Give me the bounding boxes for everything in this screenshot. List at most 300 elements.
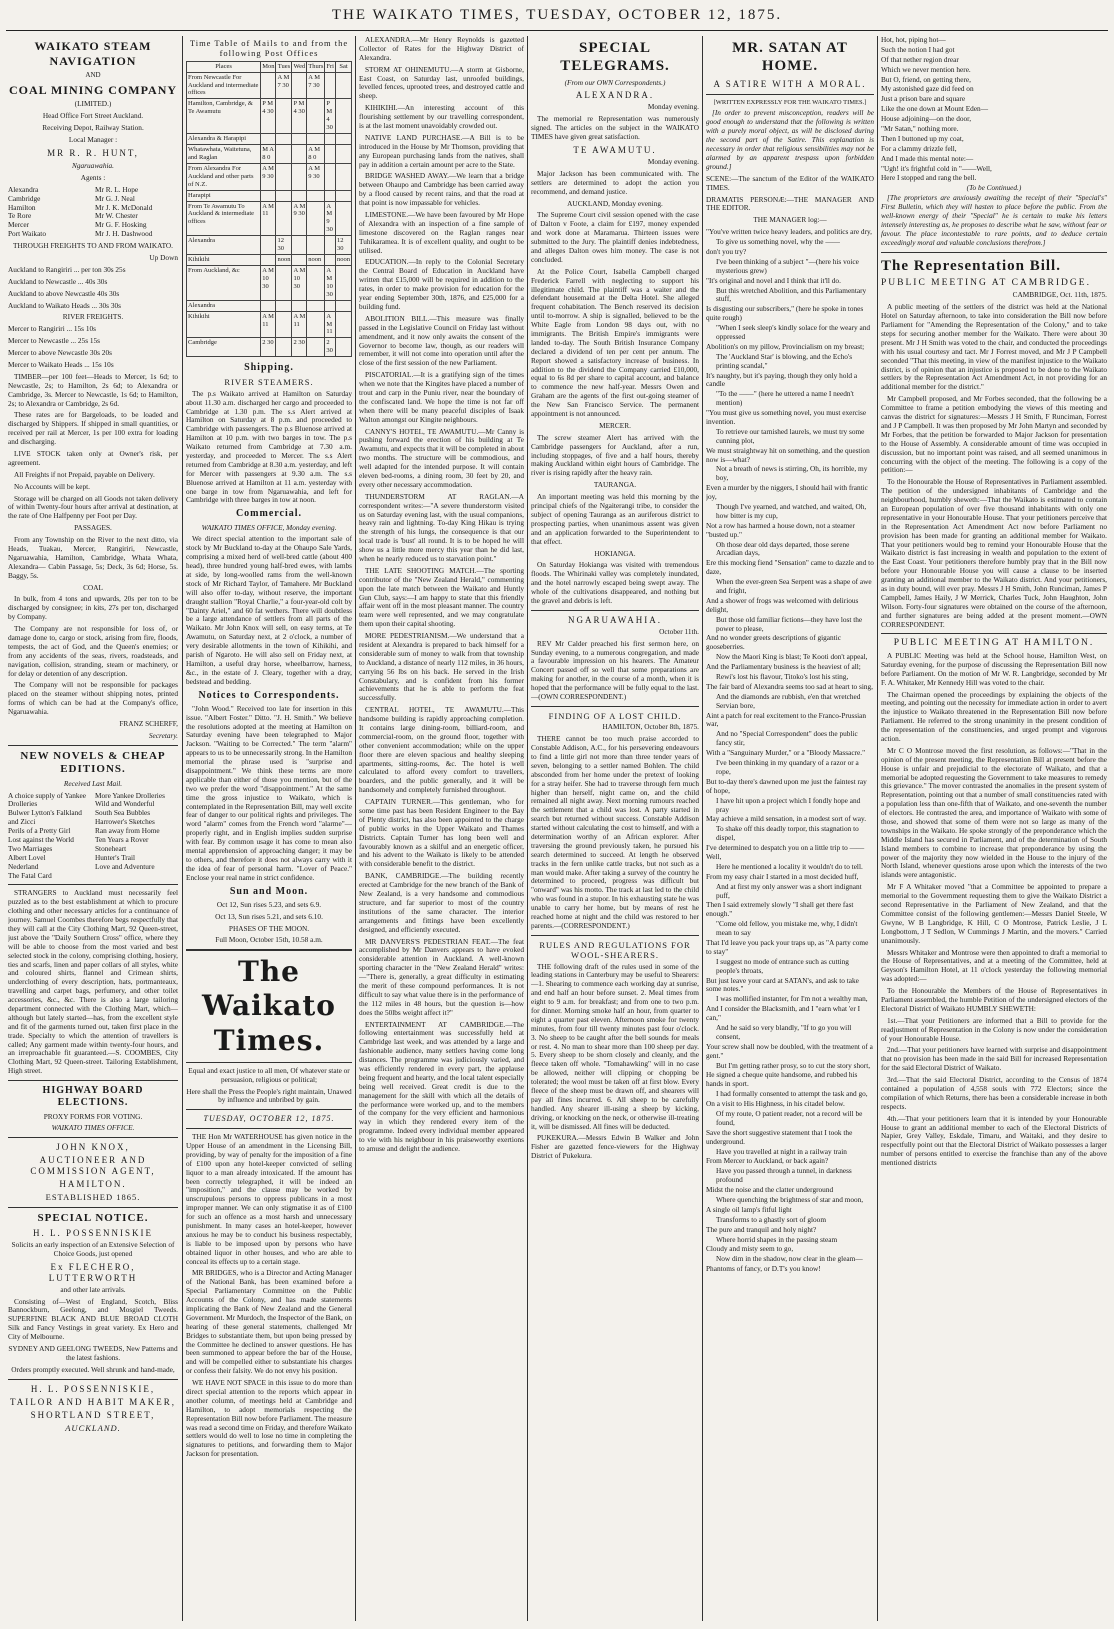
timetable-cell xyxy=(336,201,352,236)
timetable-header: Places xyxy=(187,61,261,72)
timetable-cell xyxy=(276,338,292,357)
knox-name: JOHN KNOX, xyxy=(56,1142,130,1153)
verse-line: "To the ——" (here he uttered a name I needn't mention) xyxy=(716,389,854,408)
newspaper-motto: Equal and exact justice to all men, Of whatever state or persuasion, religious or political; xyxy=(188,1065,350,1084)
timetable-cell xyxy=(292,72,307,99)
column-divider xyxy=(527,36,528,1621)
hamilton-text: To the Honourable the Members of the House of Representatives in Parliament assembled, the humble Petition of the undersigned electors of the Electoral District of Waikato HUMBLY SHEWETH: xyxy=(881,986,1107,1013)
verse-line: Then I said extremely slowly "I shall get there fast enough." xyxy=(706,900,854,919)
timetable-cell: Kihikihi xyxy=(187,255,261,266)
telegram-place: AUCKLAND, Monday evening. xyxy=(567,198,663,208)
timetable-cell xyxy=(336,72,352,99)
special-notice-text: and other late arrivals. xyxy=(60,1284,126,1294)
timetable-cell: A M 10 30 xyxy=(292,266,307,301)
telegrams-source: (From our OWN Correspondents.) xyxy=(564,77,666,87)
river-freights-heading: RIVER FREIGHTS. xyxy=(62,312,124,322)
timetable-cell xyxy=(276,201,292,236)
telegram-text: The screw steamer Alert has arrived with the Cambridge passengers for Auckland, after a run, including stoppages, of five and a half hours, thereby making Auckland within eight hours of Cambridge. The river is rising rapidly after the heavy rain. xyxy=(531,432,699,478)
column-divider xyxy=(702,36,703,1621)
timetable-cell xyxy=(307,300,325,311)
column-6 xyxy=(881,36,1107,1621)
agent-row xyxy=(8,204,178,213)
limited-label: (LIMITED.) xyxy=(74,99,112,109)
column-1 xyxy=(8,36,178,1621)
rates-note: These rates are for Bargeloads, to be loaded and discharged by Shippers. If shipped in small quantities, or received per rail at Mercer, 1s per 100 extra for loading and discharging. xyxy=(8,410,178,447)
agent-town: Mercer xyxy=(8,220,30,230)
receiving-depot: Receiving Depot, Railway Station. xyxy=(42,123,144,133)
timetable-cell: noon xyxy=(276,255,292,266)
verse-line: My astonished gaze did feed on xyxy=(881,84,974,94)
news-item: CAPTAIN TURNER.—This gentleman, who for some time past has been Resident Engineer to the Bay of Plenty district, has also been appointed to the charge of public works in the Upper Waikato and Thames Districts. Captain Turner has long been well and favourably known as a skilful and an energetic officer, and his advent to the Waikato is likely to be attended with considerable benefit to the district. xyxy=(359,797,524,869)
agent-town: Port Waikato xyxy=(8,229,46,239)
telegram-dateline: Monday evening. xyxy=(647,102,699,112)
timetable-cell: A M 9 30 xyxy=(325,201,336,236)
verse-line: Then I buttoned up my coat, xyxy=(881,133,964,143)
ngaruawahia-heading: NGARUAWAHIA. xyxy=(567,614,663,625)
novel-title: Ten Years a Rover xyxy=(95,834,149,844)
timetable-cell xyxy=(261,255,276,266)
verse-line: Of that nether region drear xyxy=(881,54,959,64)
telegram-dateline: Monday evening. xyxy=(647,156,699,166)
news-item: MR DANVERS'S PEDESTRIAN FEAT.—The feat accomplished by Mr Danvers appears to have evoked considerable attention in Auckland. A well-known sporting character in the "New Zealand Herald" writes:—"There is, generally, a great difficulty in estimating the merit of these compound performances. It is not difficult to say what value there is in the performance of the 112 miles in 48 hours, but the question is—how does the 50lbs weight affect it?" xyxy=(359,936,524,1017)
verse-line: I was mollified instanter, for I'm not a wealthy man, xyxy=(716,994,868,1004)
divider xyxy=(8,1137,178,1138)
newspaper-motto: Here shall the Press the People's right maintain, Unawed by influence and unbribed by gain. xyxy=(186,1086,352,1105)
special-notice-text: SYDNEY AND GEELONG TWEEDS, New Patterns and the latest fashions. xyxy=(8,1343,178,1362)
timetable-cell xyxy=(325,72,336,99)
novel-title: Love and Adventure xyxy=(95,861,155,871)
divider xyxy=(8,884,178,885)
telegram-place: MERCER. xyxy=(599,420,631,430)
river-freight-line: Mercer to above Newcastle 30s 20s xyxy=(8,348,112,358)
verse-line: Aint a patch for real excitement to the Franco-Prussian war, xyxy=(706,710,867,729)
novels-title: NEW NOVELS & CHEAP EDITIONS. xyxy=(20,749,166,776)
divider xyxy=(8,1207,178,1208)
accounts-note: No Accounts will be kept. xyxy=(14,481,90,491)
timetable-cell: From Newcastle For Auckland and intermediate offices xyxy=(187,72,261,99)
cambridge-meeting-heading: PUBLIC MEETING AT CAMBRIDGE. xyxy=(881,277,1091,288)
satan-scene: SCENE:—The sanctum of the Editor of the WAIKATO TIMES. xyxy=(706,173,874,192)
news-item: CENTRAL HOTEL, TE AWAMUTU.—This handsome building is rapidly approaching completion. It contains large dining-room, billiard-room, and commercial-room, on the ground floor, together with other convenient accommodation; while on the upper floor there are eleven spacious and healthy sleeping apartments, sitting-rooms, &c. The hotel is well calculated to afford every comfort to travellers, boarders, and the public generally, and it will be handsomely and completely furnished throughout. xyxy=(359,705,524,795)
lost-child-text: THERE cannot be too much praise accorded to Constable Addison, A.C., for his persevering endeavours to find a little girl not more than three tender years of seven, belonging to a settler named Bohlen. The child absconded from her home under the pretext of looking for a stray heifer. She had to traverse through fern much higher than herself, night came on, and the child remained all night away. Next morning rumours reached the settlement that a child was lost. A party started in search but returned without success. Constable Addison started without calculating the cost to himself, and with a determination worthy of an African explorer. After traversing the ground previously taken, he pursued his search determined to succeed. At length he observed tracks in the fern unlike cattle tracks, but not such as a man would make. After taking a survey of the country he determined to proceed, progress was difficult but "onward" was his motto. The track at last led to the child who was found in a stupor. In his exhausting state he was unable to carry her home, but by means of rest he reached home at night and the child was restored to her parents.—(CORRESPONDENT.) xyxy=(531,734,699,930)
verse-line: And I made this mental note:— xyxy=(881,153,974,163)
timetable-cell xyxy=(336,190,352,201)
timetable-cell: Whatawhata, Waitetuna, and Raglan xyxy=(187,145,261,164)
agents-label: Agents : xyxy=(80,172,106,182)
manager-place: Ngaruawahia. xyxy=(72,160,114,170)
verse-line: To shake off this deadly torpor, this stagnation to dispel, xyxy=(716,824,859,843)
timetable-row xyxy=(187,163,352,190)
timetable-cell: A M 7 30 xyxy=(307,72,325,99)
verse-line: (To be Continued.) xyxy=(966,183,1022,193)
timetable-cell xyxy=(261,72,276,99)
special-telegrams-title: SPECIAL TELEGRAMS. xyxy=(560,40,670,75)
satan-dramatis: DRAMATIS PERSONÆ:—THE MANAGER AND THE EDITOR. xyxy=(706,194,874,213)
verse-line: I've been thinking in my quandary of a razor or a rope, xyxy=(716,758,859,776)
timetable-row xyxy=(187,145,352,164)
novel-title: Ran away from Home xyxy=(95,826,160,836)
timetable-header: Sat xyxy=(336,61,352,72)
timetable-cell xyxy=(325,190,336,201)
timetable-cell xyxy=(336,266,352,301)
timetable-header: Wed xyxy=(292,61,307,72)
divider xyxy=(531,706,699,707)
tailor-name: H. L. POSSENNISKIE, xyxy=(30,1383,156,1394)
timetable-row xyxy=(187,201,352,236)
passages-heading: PASSAGES. xyxy=(74,523,112,533)
timetable-row xyxy=(187,266,352,301)
verse-line: And the Parliamentary business is the heaviest of all; xyxy=(706,662,861,672)
hamilton-text: A PUBLIC Meeting was held at the School house, Hamilton West, on Saturday evening, for the purpose of discussing the Representation Bill now before Parliament. On the motion of Mr W. R. Langbridge, seconded by Mr F. A. Whitaker, Mr Kennedy Hill was voted to the chair. xyxy=(881,651,1107,687)
agent-name: Mr J. H. Dashwood xyxy=(95,229,153,239)
timetable-cell xyxy=(336,163,352,190)
steam-nav-title: WAIKATO STEAM NAVIGATION xyxy=(34,39,152,68)
novels-left xyxy=(8,792,91,881)
agent-name: Mr W. Chester xyxy=(95,211,138,221)
verse-line: Where horrid shapes in the passing steam xyxy=(716,1234,838,1244)
verse-line: Transforms to a ghastly sort of gloom xyxy=(716,1214,826,1224)
masthead xyxy=(0,0,1114,30)
head-office: Head Office Fort Street Auckland. xyxy=(42,111,144,121)
verse-line: Which we never mention here. xyxy=(881,64,971,74)
highway-board-title: HIGHWAY BOARD ELECTIONS. xyxy=(42,1085,144,1109)
possenniskie-name: H. L. POSSENNISKIE xyxy=(32,1227,153,1238)
special-notice-ships: Ex FLECHERO, LUTTERWORTH xyxy=(48,1261,138,1283)
livestock-note: LIVE STOCK taken only at Owner's risk, per agreement. xyxy=(8,448,178,467)
hamilton-text: The Chairman opened the proceedings by explaining the objects of the meeting, and pointing out the necessity for immediate action in order to avert the injustice to Waikato threatened in the Representation Bill now before Parliament. He referred to the strong unanimity in the present condition of the representation of the constituencies, and urged prompt and vigorous action. xyxy=(881,689,1107,744)
verse-line: I have hit upon a project which I fondly hope and pray xyxy=(716,795,861,814)
timetable-cell xyxy=(276,99,292,134)
timetable-header: Mon xyxy=(261,61,276,72)
verse-line: We must straightway hit on something, and the question now is—what? xyxy=(706,445,870,464)
timetable-cell xyxy=(325,134,336,145)
verse-line: But O, friend, on getting there, xyxy=(881,74,971,84)
telegram-place: ALEXANDRA. xyxy=(575,90,655,101)
satan-byline: [WRITTEN EXPRESSLY FOR THE WAIKATO TIMES.] xyxy=(713,98,867,106)
editorial-text: WE HAVE NOT SPACE in this issue to do more than direct special attention to the reports which appear in another column, of meetings held at Cambridge and Hamilton, to adopt memorials respecting the Representation Bill now before Parliament. The measure was read a second time on Friday, and therefore Waikato settlers would do well to lose no time in completing the signatures to petitions, and forwarding them to Major Jackson for presentation. xyxy=(186,1378,352,1459)
times-office: WAIKATO TIMES OFFICE. xyxy=(51,1123,135,1133)
timetable-cell xyxy=(336,99,352,134)
timetable-cell xyxy=(276,145,292,164)
news-item: ABOLITION BILL.—This measure was finally passed in the Legislative Council on Friday last without amendment, and it now only awaits the consent of the Governor to become law, though, as our readers will remember, it will not come into operation until after the close of the first session of the new Parliament. xyxy=(359,313,524,368)
timetable-cell: Alexandra & Harapipi xyxy=(187,134,261,145)
timetable-cell xyxy=(292,236,307,255)
verse-line: He signed a cheque quite handsome, and rubbed his hands in sport. xyxy=(706,1070,858,1089)
verse-line: Have you travelled at night in a railway train xyxy=(716,1146,847,1156)
timetable-cell: A M 11 xyxy=(261,201,276,236)
timetable-cell xyxy=(292,255,307,266)
commercial-dateline: WAIKATO TIMES OFFICE, Monday evening. xyxy=(201,522,337,532)
verse-line: I had formally consented to attempt the task and go, xyxy=(716,1089,868,1099)
timetable-cell xyxy=(325,236,336,255)
timetable-header-row xyxy=(187,61,352,72)
sun-moon-heading: Sun and Moon. xyxy=(229,885,309,897)
timetable-cell: A M 10 30 xyxy=(261,266,276,301)
timetable-row xyxy=(187,236,352,255)
special-notice-text: Consisting of—West of England, Scotch, Bliss Bannockburn, Geelong, and Mosgiel Tweeds. SUPERFINE BLACK AND BLUE BROAD CLOTH Silk and Fancy Vestings in great variety. Ex Hero and City of Melbourne. xyxy=(8,1296,178,1342)
verse-line: Of my route, O patient reader, not a record will be found, xyxy=(716,1109,863,1127)
knox-place: HAMILTON. xyxy=(59,1179,127,1190)
telegram-text: At the Police Court, Isabella Campbell charged Frederick Farrell with neglecting to support his illegitimate child. The plaintiff was a waiter and the defendant housemaid at the Delta Hotel. She alleged frequent cohabitation. The Bench reserved its decision until to-morrow. A ship is signalled, believed to be the White Eagle from London 98 days out, with no immigrants. The British Empire's immigrants were landed to-day. The South British Insurance Company declared a dividend of ten per cent per annum. The Report showed a satisfactory increase of business. In addition to the dividend the Company carried £10,000, equal to 6s 8d per share to capital account, and balance to commence the new half-year. Messrs Owen and Graham are the agents of the first out-going steamer of the New San Francisco Service. The permanent appointment is not announced. xyxy=(531,266,699,419)
timetable-cell: P M 4 30 xyxy=(325,99,336,134)
verse-line: "When I seek sleep's kindly solace for the weary and oppressed xyxy=(716,323,871,341)
verse-line: "It's original and novel and I think that it'll do. xyxy=(706,275,841,285)
news-item: THUNDERSTORM AT RAGLAN.—A correspondent writes:—"A severe thunderstorm visited us on Saturday evening last, with the usual companions, heavy rain and lightning. To-day King Hikau is trying the strength of his lungs, the consequence is that our local trade is 'bust' all round. It is to be hoped he will show us a little more mercy this year than he did last, when he nearly reduced us to starvation point." xyxy=(359,491,524,563)
timetable-cell: From Te Awamutu To Auckland & intermediate offices xyxy=(187,201,261,236)
hamilton-petition-item: 1st.—That your Petitioners are informed that a Bill to provide for the readjustment of Representation in the Colony is now under the consideration of your Honourable House. xyxy=(881,1015,1107,1043)
full-moon: Full Moon, October 15th, 10.58 a.m. xyxy=(215,935,323,945)
hamilton-petition-item: 2nd.—That your petitioners have learned with surprise and disappointment that no provision has been made in the said Bill for increased Representation for the said Electoral District of Waikato. xyxy=(881,1045,1107,1073)
verse-line: "Ugh! it's frightful cold in "——Well, xyxy=(881,163,992,173)
novel-title: The Fatal Card xyxy=(8,870,52,880)
novel-title: South Sea Bubbles xyxy=(95,808,151,818)
timetable-cell: A M 9 30 xyxy=(261,163,276,190)
verse-line: But this wretched Abolition, and this Parliamentary stuff, xyxy=(716,285,867,304)
verse-line: It's naughty, but it's paying, though they only hold a candle xyxy=(706,370,858,389)
timetable-cell: A M 11 xyxy=(261,311,276,338)
verse-line: I've been thinking of a subject "—(here his voice mysterious grew) xyxy=(716,256,859,275)
steam-nav-and: AND xyxy=(85,71,101,80)
commercial-text: We direct special attention to the important sale of stock by Mr Buckland to-day at the Ohaupo Sale Yards, comprising a mixed herd of well-bred cattle (about 400 head), three hundred young half-bred ewes, with lambs at side, by long-woolled rams from the well-known stock of Mr Richard Taylor, of Tamahere. Mr Buckland will also offer to-day, without reserve, the important draught stallion "Royal Charlie," a four-year-old colt by "Dainty Ariel," and 60 fat wethers. There will doubtless be a large attendance of settlers from all parts of the Waikato. Mr John Knox will sell, on easy terms, at Te Awamutu, on Saturday next, at 2 o'clock, a number of very desirable allotments in the town of Kihikihi, and parish of Ngaroto. He will also sell on Friday next, at Hamilton, a useful dray horse, wheelbarrow, harness, &c., in the estate of J. Cleary, together with a dray, bedstead and bedding. xyxy=(186,534,352,686)
divider xyxy=(531,935,699,936)
secretary-title: Secretary. xyxy=(148,730,178,740)
satan-subtitle: A SATIRE WITH A MORAL. xyxy=(713,78,867,89)
novels-list xyxy=(8,792,178,881)
news-item: ENTERTAINMENT AT CAMBRIDGE.—The following entertainment was successfully held at Cambridge last week, and was attended by a large and fashionable audience, many settlers having come long distances. The programme was judiciously varied, and was efficiently rendered in every part, the applause being frequent and hearty, and the local talent especially being well received. Great credit is due to the management for the skill with which all the details of the performance were worked up, and to the members of the company for the very efficient and harmonious way in which they rendered every item of the programme. Indeed every individual member appeared to vie with his neighbour in his praiseworthy exertions to amuse and delight the audience. xyxy=(359,1019,524,1153)
verse-line: The 'Auckland Star' is blowing, and the Echo's printing scandal," xyxy=(716,351,853,370)
editorial-text: THE Hon Mr WATERHOUSE has given notice in the Upper House of an amendment in the Licensing Bill, providing, by way of penalty for the imposition of a fine of £100 upon any hotel-keeper convicted of selling liquor to a man already intoxicated. If the amount has been correctly telegraphed, it will be indeed an "imposition," and the clause may be worked by unscrupulous persons to oppress publicans in a most improper manner. We can only stigmatise it as of £100 for such an offence as a most harsh and unnecessary punishment. In many cases an hotel-keeper, however anxious he may be to conduct his business respectably, is liable to be imposed upon by persons who have obtained liquor in other houses, and who are able to conceal its effects up to a certain stage. xyxy=(186,1132,352,1266)
verse-line: The pure and tranquil and holy night? xyxy=(706,1224,817,1234)
verse-line: Oh those dear old days departed, those serene Arcadian days, xyxy=(716,539,850,558)
news-item: EDUCATION.—In reply to the Colonial Secretary the Central Board of Education in Auckland have written that £15,000 will be required in addition to the rates, in order to make provision for education for the year ending September 30th, 1876, and £25,000 for a building fund. xyxy=(359,257,524,311)
verse-line: For a clammy drizzle fell, xyxy=(881,143,957,153)
verse-line: Even a murder by the niggers, I should hail with frantic joy, xyxy=(706,483,868,502)
verse-line: Cloudy and misty seem to go, xyxy=(706,1244,794,1254)
verse-line: Like the one down at Mount Eden— xyxy=(881,104,988,114)
timetable-cell: noon xyxy=(336,255,352,266)
verse-line: Not a row has harmed a house down, not a steamer "busted up." xyxy=(706,520,855,539)
verse-line: Save the short suggestive statement that I took the underground. xyxy=(706,1127,853,1146)
divider xyxy=(186,1062,352,1063)
agent-town: Cambridge xyxy=(8,193,41,203)
mail-timetable xyxy=(186,61,352,358)
verse-line: Abolition's on my pillow, Provincialism on my breast; xyxy=(706,341,865,351)
verse-line: Though I've yearned, and watched, and waited, Oh, how bitter is my cup, xyxy=(716,502,867,520)
news-item: LIMESTONE.—We have been favoured by Mr Hope of Alexandra with an inspection of a fine sample of limestone discovered on the Raglan ranges near Tuhikaramea. It is of excellent quality, and ought to be utilised. xyxy=(359,210,524,255)
agent-town: Alexandra xyxy=(8,184,39,194)
novel-title: Harrower's Sketches xyxy=(95,817,155,827)
wool-shearers-heading: RULES AND REGULATIONS FOR WOOL-SHEARERS. xyxy=(539,939,691,961)
timetable-cell xyxy=(307,190,325,201)
freight-line: Auckland to Newcastle ... 40s 30s xyxy=(8,276,108,286)
novel-title: Nederland xyxy=(8,861,39,871)
timetable-row xyxy=(187,338,352,357)
river-steamers-heading: RIVER STEAMERS. xyxy=(224,377,314,388)
timetable-cell: Harapipi xyxy=(187,190,261,201)
telegram-text: On Saturday Hokianga was visited with tremendous floods. The Whirinaki valley was completely inundated, and the hotel narrowly escaped being swept away. The whole of the cultivations disappeared, and nothing but the gravel and debris is left. xyxy=(531,560,699,605)
timetable-cell xyxy=(307,338,325,357)
verse-line: Have you passed through a tunnel, in darkness profound xyxy=(716,1166,852,1185)
tailor-role: TAILOR AND HABIT MAKER, xyxy=(9,1396,177,1407)
sun-times: Oct 12, Sun rises 5.23, and sets 6.9. xyxy=(216,899,322,909)
verse-line: And at first my only answer was a short indignant puff, xyxy=(716,881,862,900)
hamilton-text: Messrs Whitaker and Montrose were then appointed to draft a memorial to the House of Representatives, and at a meeting of the Committee, held at Geyson's Hamilton Hotel, at 11 o'clock yesterday the following memorial was adopted:— xyxy=(881,947,1107,984)
verse-line: don't you try? xyxy=(706,246,747,256)
timetable-cell xyxy=(276,300,292,311)
agent-town: Te Rore xyxy=(8,211,32,221)
newspaper-title: The Waikato Times. xyxy=(202,955,336,1057)
verse-line: From Mercer to Auckland, or back again? xyxy=(706,1156,829,1166)
agent-row xyxy=(8,230,178,239)
timetable-cell: A M 7 30 xyxy=(276,72,292,99)
lost-child-heading: FINDING OF A LOST CHILD. xyxy=(548,710,682,721)
verse-line: With a "Sanguinary Murder," or a "Bloody Massacre." xyxy=(706,748,866,758)
divider xyxy=(186,1128,352,1129)
timetable-cell xyxy=(261,134,276,145)
column-2 xyxy=(186,36,352,1621)
verse-line: But those old familiar fictions—they have lost the power to please, xyxy=(716,614,863,633)
coal-heading: COAL xyxy=(83,582,103,592)
verse-line: The fair bard of Alexandra seems too sad at heart to sing, xyxy=(706,681,873,691)
secretary-signature: FRANZ SCHERFF, xyxy=(119,719,178,729)
novel-title: More Yankee Drolleries xyxy=(95,790,165,800)
agent-row xyxy=(8,212,178,221)
pukekura-notice: PUKEKURA.—Messrs Edwin B Walker and John Fisher are gazetted fence-viewers for the Highway District of Pukekura. xyxy=(531,1133,699,1161)
special-notice-text: Orders promptly executed. Well shrunk and hand-made, xyxy=(11,1364,175,1374)
timetable-cell: 2 30 xyxy=(325,338,336,357)
verse-line: Rewi's lost his flavour, Titoko's lost his sting, xyxy=(716,672,849,682)
timetable-cell: A M 8 0 xyxy=(307,145,325,164)
coal-text: In bulk, from 4 tons and upwards, 20s per ton to be discharged by consignee; in kits, 27s per ton, discharged by Company. xyxy=(8,594,178,622)
freight-line: Auckland to Waikato Heads ... 30s 30s xyxy=(8,300,121,310)
timetable-cell xyxy=(261,300,276,311)
timetable-header: Tues xyxy=(276,61,292,72)
timetable-cell: Kihikihi xyxy=(187,311,261,338)
novels-received: Received Last Mail. xyxy=(63,778,123,788)
telegram-text: Major Jackson has been communicated with. The settlers are determined to adopt the action you recommend, and demand justice. xyxy=(531,168,699,196)
timetable-cell xyxy=(307,236,325,255)
hamilton-meeting-heading: PUBLIC MEETING AT HAMILTON. xyxy=(893,638,1095,649)
news-item: ALEXANDRA.—Mr Henry Reynolds is gazetted Collector of Rates for the Highway District of Alexandra. xyxy=(359,36,524,62)
timetable-cell: A M 11 xyxy=(325,311,336,338)
notices-heading: Notices to Correspondents. xyxy=(198,689,340,701)
timetable-cell: Hamilton, Cambridge, & Te Awamutu xyxy=(187,99,261,134)
verse-line: But to-day there's dawned upon me just the faintest ray of hope, xyxy=(706,776,867,795)
agents-list xyxy=(8,186,178,239)
divider xyxy=(881,252,1107,253)
telegram-text: The memorial re Representation was numerously signed. The articles on the subject in the WAIKATO TIMES have given great satisfaction. xyxy=(531,114,699,142)
novel-title: A choice supply of Yankee Drolleries xyxy=(8,790,87,809)
timetable-cell xyxy=(276,311,292,338)
verse-line: To retrieve our tarnished laurels, we must try some cunning plot, xyxy=(716,426,865,445)
timetable-cell xyxy=(307,134,325,145)
river-freight-line: Mercer to Waikato Heads ... 15s 10s xyxy=(8,359,114,369)
knox-established: ESTABLISHED 1865. xyxy=(45,1192,141,1203)
verse-line: I've determined to despatch you on a little trip to —— Well, xyxy=(706,843,865,861)
satan-verse xyxy=(706,228,874,1274)
timetable-cell: A M 10 30 xyxy=(325,266,336,301)
lost-child-date: HAMILTON, October 8th, 1875. xyxy=(602,722,699,732)
column-divider xyxy=(355,36,356,1621)
verse-line: Phantoms of fancy, or D.T's you know! xyxy=(706,1264,821,1274)
editorial-text: MR BRIDGES, who is a Director and Acting Manager of the National Bank, has been examined before a Special Parliamentary Committee on the Public Accounts of the Colony, and has made statements implicating the Bank of New Zealand and the General Government. Mr Murdoch, the Inspector of the Bank, on hearing of these general statements, challenged Mr Bridges to substantiate them, but upon being pressed by the Committee he declined to answer questions. He has been summoned to appear before the bar of the House, and will be compelled either to substantiate his charges or confess their falsity. We do not envy his position. xyxy=(186,1268,352,1376)
proxy-forms: PROXY FORMS FOR VOTING. xyxy=(43,1111,143,1121)
verse-line: From my easy chair I started in a most decided huff, xyxy=(706,871,859,881)
verse-line: A single oil lamp's fitful light xyxy=(706,1204,792,1214)
knox-role: AUCTIONEER AND COMMISSION AGENT, xyxy=(30,1155,156,1177)
shipping-notes-note: The Company will not be responsible for packages placed on the steamer without shipping notes, printed forms of which can be had at the Company's office, Ngaruawahia. xyxy=(8,680,178,717)
clothing-mart-ad: STRANGERS to Auckland must necessarily feel puzzled as to the best establishment at which to procure clothing and other necessary articles for a continuance of journey. Samuel Coombes therefore begs respectfully that they will call at the City Clothing Mart, 92 Queen-street, just above the "Daily Southern Cross" office, where they will be able to choose from the most varied and best selected stock in the colony, comprising clothing, hosiery, ties and scarfs, linen and paper collars of all styles, white and coloured shirts, flannel and Crimean shirts, underclothing of every description, hats, portmanteaux, travelling and carpet bags, perfumery, and other toilet accessories, &c., &c. There is also a large tailoring department connected with the Clothing Mart, which—although but lately started—has, from the excellent style and fit of the garments turned out, taken first place in the trade. Specialty to which the attention of travellers is called; Any garment made within twenty-four hours, and an irreproachable fit guaranteed.—S. COOMBES, City Clothing Mart, 92 Queen-street. Tailoring Establishment, High street. xyxy=(8,888,178,1076)
hamilton-petition-item: 3rd.—That the said Electoral District, according to the Census of 1874 contained a population of 4,558 souls with 772 Electors; since the compilation of which Returns, there has been a considerable increase in both respects. xyxy=(881,1075,1107,1111)
timetable-cell: 12 30 xyxy=(276,236,292,255)
divider xyxy=(8,745,178,746)
timetable-row xyxy=(187,190,352,201)
verse-line: May achieve a mild sensation, in a modest sort of way. xyxy=(706,814,867,824)
timetable-cell: From Alexandra For Auckland and other parts of N.Z. xyxy=(187,163,261,190)
column-4 xyxy=(531,36,699,1621)
timetable-cell xyxy=(336,134,352,145)
masthead-title: THE WAIKATO TIMES, TUESDAY, OCTOBER 12, 1875. xyxy=(331,7,783,23)
verse-line: Not a breath of news is stirring, Oh, its horrible, my boy, xyxy=(716,464,868,483)
timetable-row xyxy=(187,99,352,134)
timetable-cell xyxy=(325,145,336,164)
verse-line: "Mr Satan," nothing more. xyxy=(881,124,959,134)
verse-line: To give us something novel, why the —— xyxy=(716,237,840,247)
novel-title: Lost against the World xyxy=(8,834,74,844)
timetable-cell: 2 30 xyxy=(261,338,276,357)
novel-title: Bulwer Lytton's Falkland and Zicci xyxy=(8,808,82,827)
timetable-cell xyxy=(276,190,292,201)
timetable-cell xyxy=(276,266,292,301)
news-item: BANK, CAMBRIDGE.—The building recently erected at Cambridge for the new branch of the Bank of New Zealand, is a very handsome and commodious structure, and far superior to most of the country institutions of the same character. The interior arrangements and fittings have been excellently designed, and efficiently executed. xyxy=(359,871,524,934)
news-item: CANNY'S HOTEL, TE AWAMUTU.—Mr Canny is pushing forward the erection of his building at Te Awamutu, and expects that it will be completed in about two months. The structure will be commodious, and well adapted for the intended purpose. It will contain eleven bed-rooms, a dining room, 30 feet by 20, and every other necessary accommodation. xyxy=(359,426,524,489)
satan-note: [The proprietors are anxiously awaiting the receipt of their "Special's" First Bulletin, which they will hasten to place before the public. From the well-known energy of their "Special" he is certain to make his letters intensely interesting as, he proposes to describe what he saw, without fear or favour. The place incontestable to rare points, and to deduce certain exceedingly moral and valuable conclusions therefrom.] xyxy=(881,193,1107,247)
hamilton-text: Mr C O Montrose moved the first resolution, as follows:—"That in the opinion of the present meeting, the Representation Bill at present before the House is unfair and prejudicial to the electorate of Waikato, and that a memorial be adopted requesting the Government to take measures to remedy this grievance." The mover contrasted the anomalies in the present system of Representation, pointing out that a number of small constituencies rated with a population less than one-fifth that of Waikato, and one-seventh the number of electors. He contrasted the area, and importance of Waikato with some of those, and showed that some of them were not so large as many of the townships in the Waikato. He spoke strongly of the preponderance which the Middle Island has secured in Parliament, and of the determination of South Island members to combine to increase that preponderance by using the power of the majority they now wielded in the House to the injury of the North Island, whenever questions arose upon which the interests of the two islands were antagonistic. xyxy=(881,745,1107,880)
storage-note: Storage will be charged on all Goods not taken delivery of within Twenty-four hours after arrival at destination, at the rate of One Halfpenny per Foot per Day. xyxy=(8,493,178,521)
timetable-cell xyxy=(276,163,292,190)
river-steamers-text: The p.s Waikato arrived at Hamilton on Saturday about 11.30 a.m. discharged her cargo and proceeded to Cambridge at 1.30 p.m. The s.s Alert arrived at Hamilton on Saturday at 8 p.m. and proceeded to Cambridge with passengers. The p.s Bluenose arrived at Hamilton at 10 p.m. with two barges in tow. The p.s Waikato returned from Cambridge at 7.30 a.m. yesterday, and proceeded to Mercer. The s.s Alert returned from Cambridge at 8.30 a.m. yesterday, and left for Mercer with passengers at 9.30 a.m. The s.s Bluenose arrived at Hamilton at 11 a.m. yesterday with one barge in tow from Ngaruawahia, and left for Cambridge with three barges in tow at noon. xyxy=(186,388,352,505)
wool-shearers-text: THE following draft of the rules used in some of the leading stations in Canterbury may be useful to Shearers:—1. Shearing to commence each working day at sunrise, and end half an hour before sunset. 2. Meal times from eight to 9 a.m. for breakfast; and from one to two p.m. for dinner. Morning smoke half an hour, from quarter to eight a quarter past eleven. Afternoon smoke for twenty minutes, from four till twenty minutes past four o'clock. 3. No sheep to be caught after the bell sounds for meals or rest. 4. No man to shear more than 100 sheep per day. 5. Every sheep to be shorn closely and cleanly, and the fleece taken off whole. "Tomahawking" will in no case be allowed, neither will clipping or chopping be tolerated; the wool must be taken off at first blow. Every fleece of the sheep must be drawn off, and shearers will pay all fines incurred. 6. All sheep to be carefully handled. Any shearer ill-using a sheep by kicking, driving, or knocking on the neck, or otherwise ill-treating it, will be dismissed. All fines will be deducted. xyxy=(531,961,699,1131)
timetable-cell: P M 4 30 xyxy=(261,99,276,134)
verse-line: "You must give us something novel, you must exercise invention. xyxy=(706,408,867,426)
cambridge-dateline: CAMBRIDGE, Oct. 11th, 1875. xyxy=(1012,290,1107,300)
column-divider xyxy=(182,36,183,1621)
verse-line: I suggest no mode of entrance such as cutting people's throats, xyxy=(716,956,849,975)
timetable-cell xyxy=(336,145,352,164)
top-rule xyxy=(6,30,1108,31)
moon-phases-label: PHASES OF THE MOON. xyxy=(228,923,310,933)
sun-times: Oct 13, Sun rises 5.21, and sets 6.10. xyxy=(215,911,323,921)
timetable-cell xyxy=(307,266,325,301)
agent-name: Mr J. K. McDonald xyxy=(95,202,153,212)
verse-line: Here he mentioned a locality it wouldn't do to tell. xyxy=(716,861,863,871)
timetable-cell xyxy=(307,311,325,338)
liability-note: The Company are not responsible for loss of, or damage done to, cargo or stock, arising from fire, floods, tempests, the act of God, and the Queen's enemies; or from any accidents of the seas, rivers, roadsteads, and navigation, collision, stranding, steam or machinery, or for delay or detention of any description. xyxy=(8,624,178,678)
freight-payment-note: All Freights if not Prepaid, payable on Delivery. xyxy=(14,469,155,479)
freight-line: Auckland to Rangiriri ... per ton 30s 25s xyxy=(8,264,126,274)
timetable-cell: P M 4 30 xyxy=(292,99,307,134)
representation-title: The Representation Bill. xyxy=(881,257,1061,274)
telegram-text: The Supreme Court civil session opened with the case of Dalton v Foote, a claim for £197, money expended and work done at Maramarua. Thirteen issues were submitted to the Jury. The plaintiff denies indebtedness, and alleges Dalton owes him money. The case is not concluded. xyxy=(531,210,699,264)
telegram-place: TAURANGA. xyxy=(593,480,637,490)
verse-line: Is disgusting our subscribers," (here he spoke in tones quite rough) xyxy=(706,304,864,323)
divider xyxy=(706,94,874,95)
timetable-cell: Alexandra xyxy=(187,300,261,311)
freights-heading: THROUGH FREIGHTS TO AND FROM WAIKATO. xyxy=(12,241,173,251)
hamilton-text: Mr F A Whitaker moved "that a Committee be appointed to prepare a memorial to the Government requesting them to give the Waikato District a second Representative in the Parliament of New Zealand, and that the Committee consist of the following gentlemen:—Messrs Daniel Steele, W Gwyne, W B Langbridge, K Hill, C O Montrose, Patrick Leslie, J L Longbottom, J T Sedlon, W Cummings J Martin, and the movers." Carried unanimously. xyxy=(881,882,1107,945)
special-notice-text: Solicits an early inspection of an Extensive Selection of Choice Goods, just opened xyxy=(11,1239,175,1258)
agent-name: Mr G. J. Neal xyxy=(95,193,135,203)
